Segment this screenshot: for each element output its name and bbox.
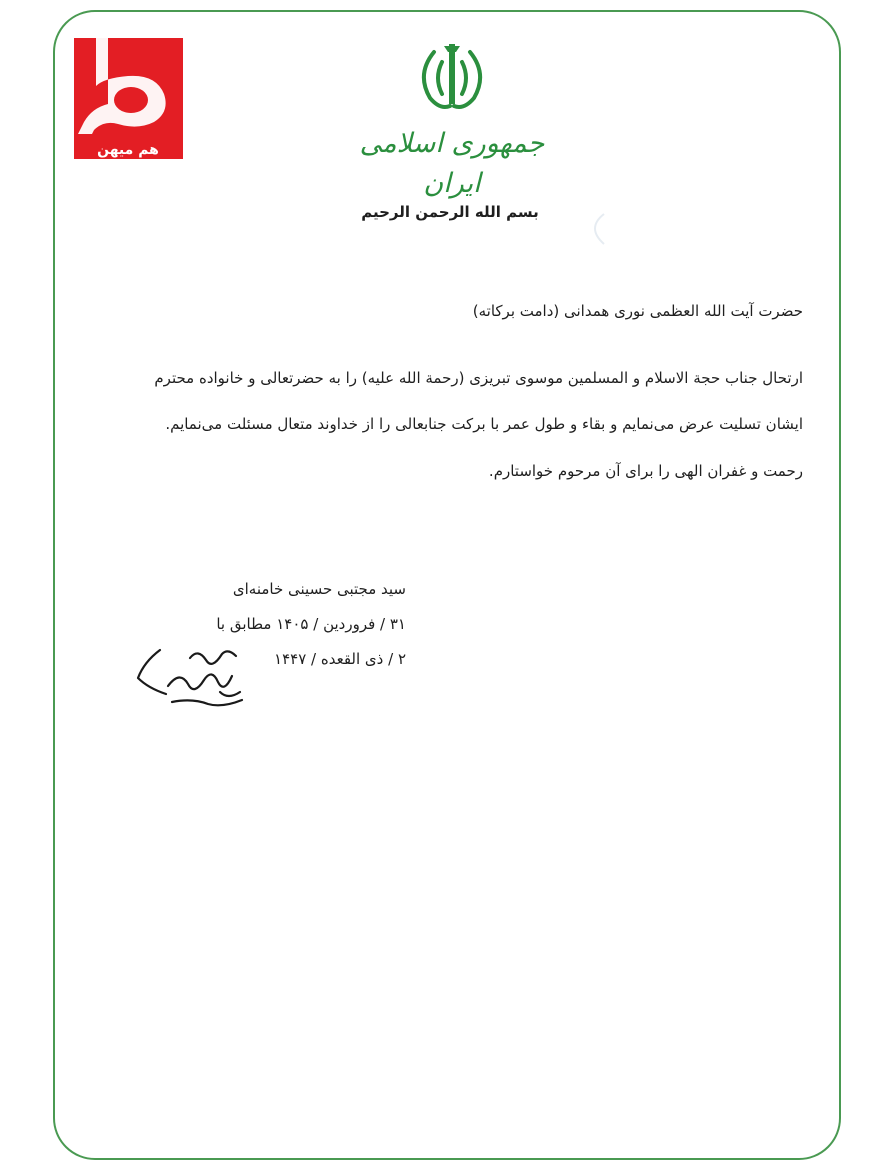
faint-mark xyxy=(584,212,612,246)
iran-emblem-icon xyxy=(412,40,492,112)
svg-text:هم میهن: هم میهن xyxy=(97,142,159,158)
watermark-logo xyxy=(74,38,183,159)
body-line-1: ارتحال جناب حجة الاسلام و المسلمین موسوی تبریزی (رحمة الله علیه) را به حضرتعالی و خانواده محترم xyxy=(154,369,803,387)
body-line-3: رحمت و غفران الهی را برای آن مرحوم خواستارم. xyxy=(488,462,803,480)
date-solar: ۳۱ / فروردین / ۱۴۰۵ مطابق با xyxy=(216,615,406,633)
body-line-2: ایشان تسلیت عرض می‌نمایم و بقاء و طول عمر با برکت جنابعالی را از خداوند متعال مسئلت می‌نمایم. xyxy=(165,415,803,433)
handwritten-signature xyxy=(132,640,252,718)
bismillah: بسم الله الرحمن الرحيم xyxy=(361,203,539,221)
signer-name: سید مجتبی حسینی خامنه‌ای xyxy=(232,580,406,598)
salutation: حضرت آیت الله العظمی نوری همدانی (دامت برکاته) xyxy=(472,302,803,320)
date-lunar: ۲ / ذی القعده / ۱۴۴۷ xyxy=(274,650,406,668)
header-title: جمهوری اسلامی ایران xyxy=(359,128,545,199)
